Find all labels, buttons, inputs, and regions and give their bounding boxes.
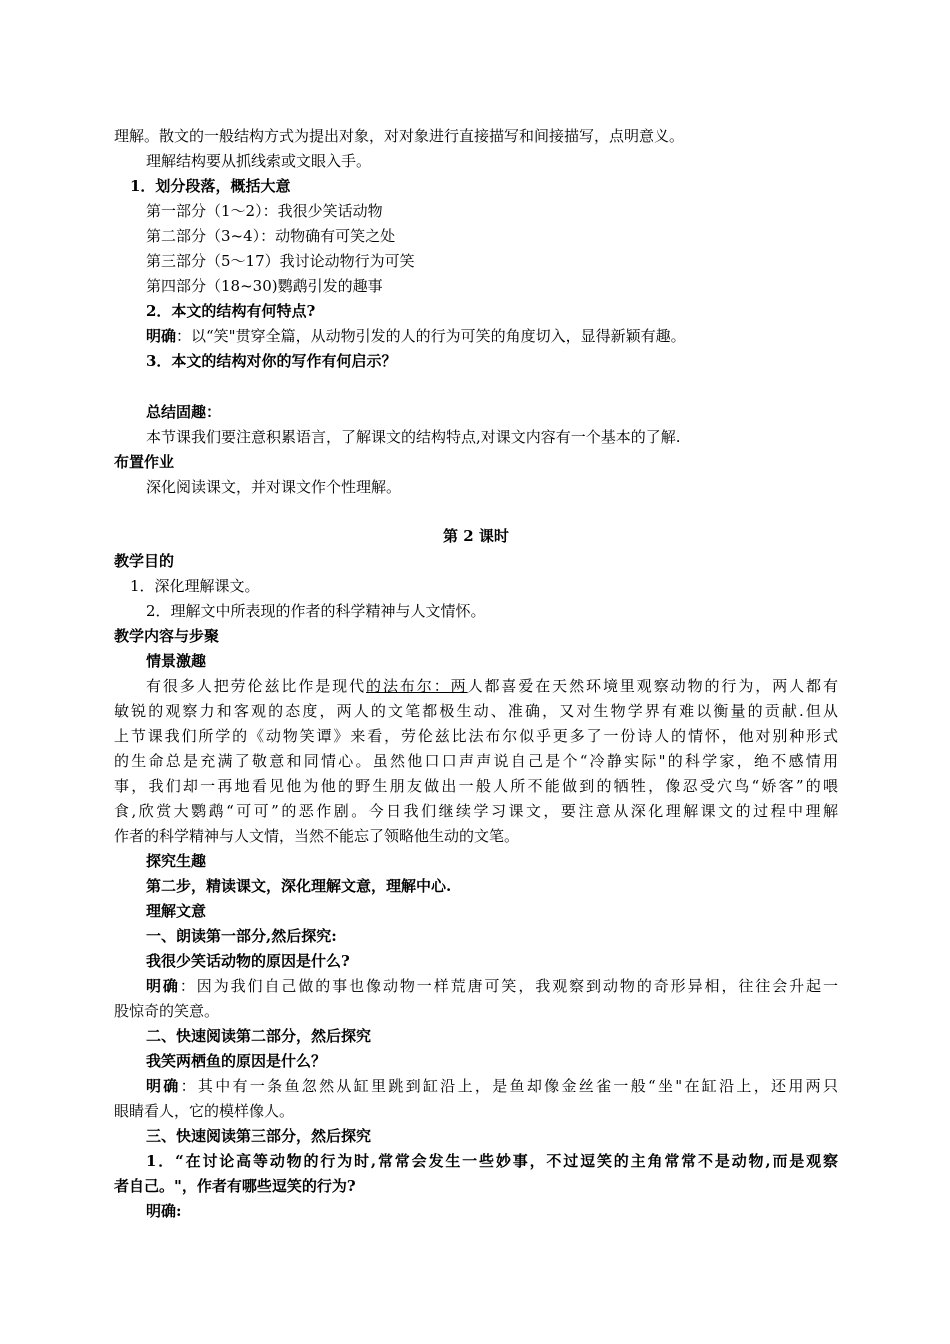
paragraph-line: 作者的科学精神与人文情，当然不能忘了领略他生动的文笔。 [114,827,520,845]
paragraph-line: 上节课我们所学的《动物笑谭》来看，劳伦兹比法布尔似乎更多了一份诗人的情怀，他对别种形式 [114,727,838,745]
paragraph-line: 敏锐的观察力和客观的态度，两人的文笔都极生动、准确，又对生物学界有难以衡量的贡献.但从 [114,702,838,720]
step-heading: 三、快速阅读第三部分，然后探究 [146,1127,372,1145]
answer-line [146,324,838,348]
question-heading: 3．本文的结构对你的写作有何启示？ [146,352,397,370]
lesson-title: 第 2 课时 [443,527,509,545]
section-heading: 布置作业 [114,453,175,471]
section-heading: 教学内容与步聚 [114,627,220,645]
paragraph-line: 理解。散文的一般结构方式为提出对象，对对象进行直接描写和间接描写，点明意义。 [114,127,685,145]
step-heading: 一、朗读第一部分,然后探究: [146,927,337,945]
question-heading: 者自己。"，作者有哪些逗笑的行为? [114,1177,356,1195]
text-span: 有很多人把劳伦兹比作是现代 [146,677,367,695]
paragraph-line: 事，我们却一再地看见他为他的野生朋友做出一般人所不能做到的牺牲，像忍受穴鸟“娇客”的喂 [114,777,838,795]
text-span: 人都喜爱在天然环境里观察动物的行为，两人都有 [467,677,838,695]
outline-item: 第三部分（5～17）我讨论动物行为可笑 [146,252,415,270]
paragraph-line: 深化阅读课文，并对课文作个性理解。 [146,478,402,496]
question-heading: 我很少笑话动物的原因是什么? [146,952,350,970]
outline-item: 第二部分（3~4）：动物确有可笑之处 [146,227,396,245]
answer-label: 明确 [146,1077,181,1095]
underlined-text: 的法布尔：两 [366,677,468,695]
answer-line [146,1074,838,1098]
subsection-heading: 理解文意 [146,902,207,920]
answer-label: 明确 [146,327,177,345]
paragraph-line: 本节课我们要注意积累语言，了解课文的结构特点,对课文内容有一个基本的了解. [146,428,681,446]
paragraph-line: 理解结构要从抓线索或文眼入手。 [146,152,372,170]
outline-item: 第一部分（1～2）：我很少笑话动物 [146,202,383,220]
answer-label: 明确: [146,1202,182,1220]
step-heading: 第二步，精读课文，深化理解文意，理解中心. [146,877,452,895]
paragraph-line: 食,欣赏大鹦鹉“可可”的恶作剧。今日我们继续学习课文，要注意从深化理解课文的过程中理解 [114,802,838,820]
list-item: 2．理解文中所表现的作者的科学精神与人文情怀。 [146,602,486,620]
question-heading: 我笑两栖鱼的原因是什么？ [146,1052,327,1070]
list-item: 1．深化理解课文。 [130,577,260,595]
section-heading: 1．划分段落，概括大意 [130,177,291,195]
step-heading: 二、快速阅读第二部分，然后探究 [146,1027,372,1045]
section-heading: 教学目的 [114,552,175,570]
answer-text: ：因为我们自己做的事也像动物一样荒唐可笑，我观察到动物的奇形异相，往往会升起一 [179,977,838,995]
paragraph-line: 的生命总是充满了敬意和同情心。虽然他口口声声说自己是个“冷静实际"的科学家，绝不感情用 [114,752,838,770]
question-heading: 1．“在讨论高等动物的行为时,常常会发生一些妙事，不过逗笑的主角常常不是动物,而是观察 [146,1152,838,1170]
paragraph-line [146,674,838,698]
answer-text: ：以“笑"贯穿全篇，从动物引发的人的行为可笑的角度切入，显得新颖有趣。 [176,327,686,345]
paragraph-line: 股惊奇的笑意。 [114,1002,220,1020]
section-heading: 总结固趣： [146,403,222,421]
answer-line [146,974,838,998]
paragraph-line: 眼睛看人，它的模样像人。 [114,1102,295,1120]
answer-label: 明确 [146,977,180,995]
outline-item: 第四部分（18~30)鹦鹉引发的趣事 [146,277,383,295]
question-heading: 2．本文的结构有何特点? [146,302,316,320]
answer-text: ：其中有一条鱼忽然从缸里跳到缸沿上，是鱼却像金丝雀一般“坐"在缸沿上，还用两只 [180,1077,838,1095]
subsection-heading: 探究生趣 [146,852,207,870]
subsection-heading: 情景激趣 [146,652,207,670]
